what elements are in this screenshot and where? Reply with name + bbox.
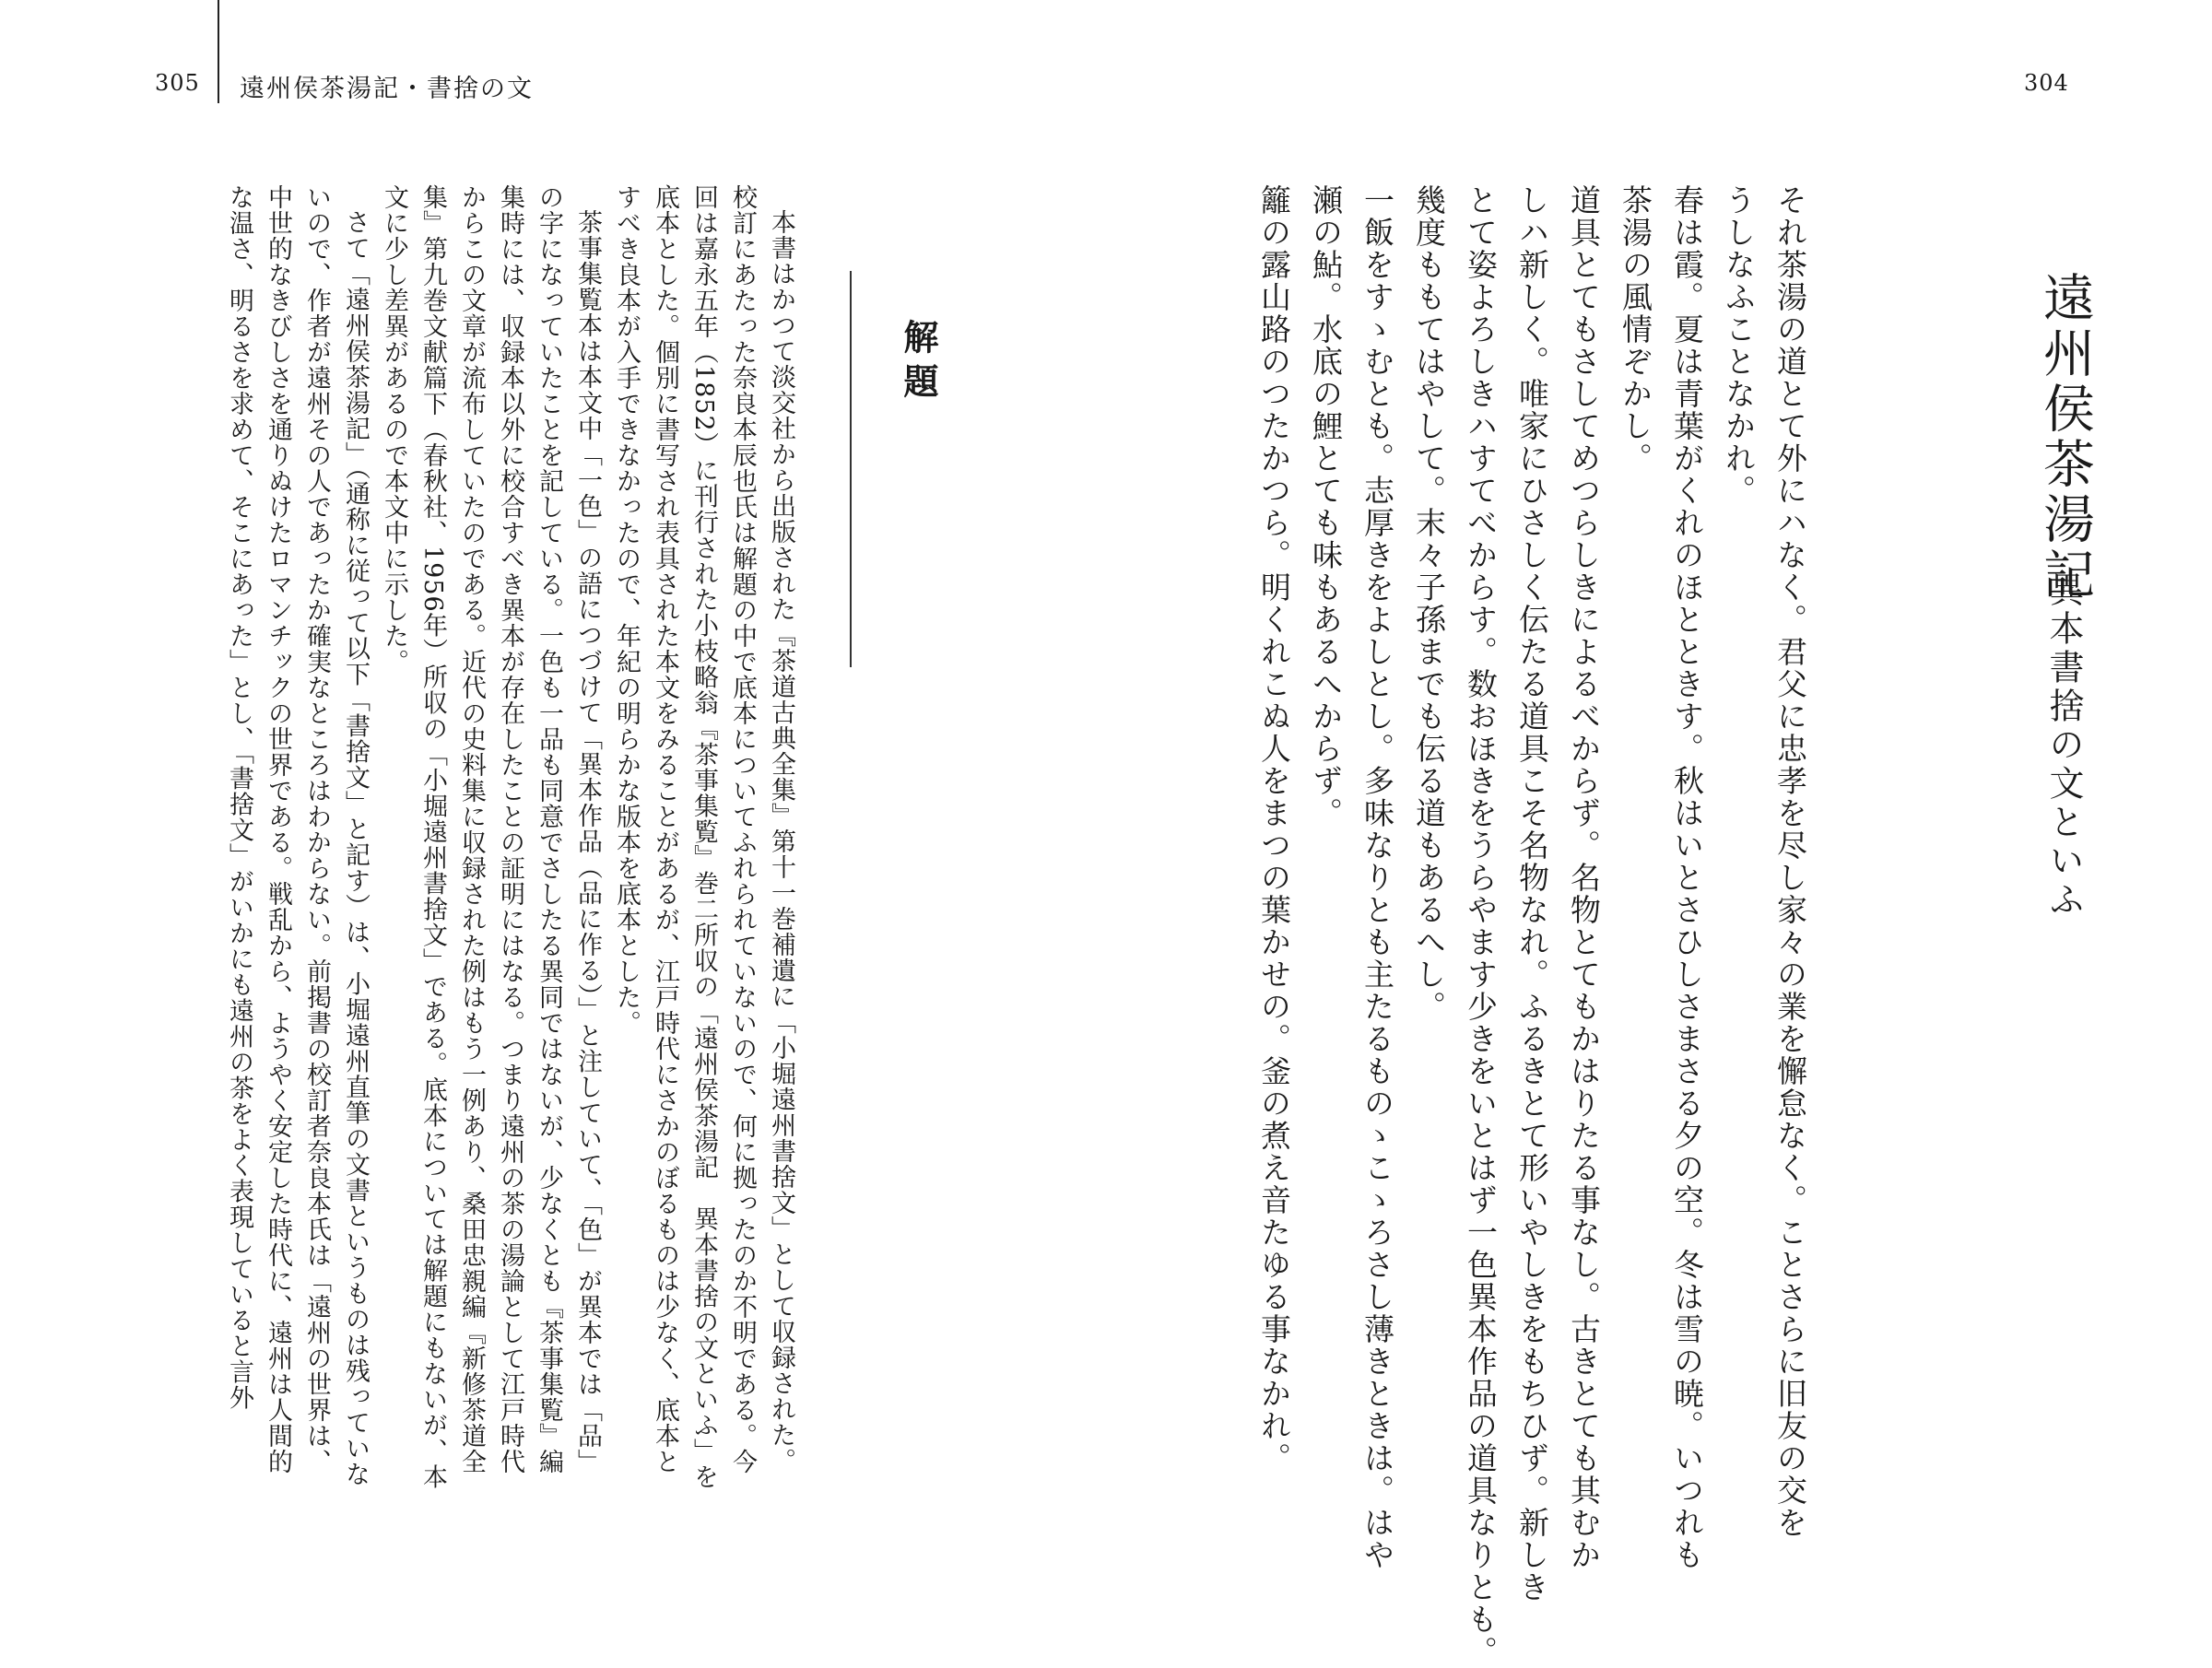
main-text-line: うしなふことなかれ。 — [1721, 184, 1757, 507]
commentary-text — [103, 184, 800, 1493]
left-page-number: 305 — [155, 70, 200, 96]
commentary-paragraph: 本書はかつて淡交社から出版された『茶道古典全集』第十一巻補遺に「小堀遠州書捨文」として収録された。校訂にあたった奈良本辰也氏は解題の中で底本についてふれられていないので、何に拠ったのか不明である。今回は嘉永五年（1852）に刊行された小枝略翁『茶事集覧』巻二所収の「遠州侯茶湯記 異本書捨の文といふ」を底本とした。個別に書写され表具された本文をみることがあるが、江戸時代にさかのぼるものは少なく、底本とすべき良本が入手できなかったので、年紀の明らかな版本を底本とした。 — [612, 184, 795, 1490]
left-running-title: 遠州侯茶湯記・書捨の文 — [240, 75, 534, 103]
right-page-number: 304 — [2024, 70, 2069, 96]
work-subtitle: 異本書捨の文といふ — [2043, 571, 2084, 920]
main-text-line: 道具とてもさしてめつらしきによるべからず。名物とてもかはりたる事なし。古きとても其むか — [1566, 184, 1602, 1571]
section-heading: 解題 — [898, 319, 939, 407]
main-text — [1256, 184, 1816, 1668]
header-rule — [218, 0, 219, 103]
main-text-line: それ茶湯の道とて外にハなく。君父に忠孝を尽し家々の業を懈怠なく。ことさらに旧友の交を — [1772, 184, 1808, 1539]
main-text-line: 幾度ももてはやして。末々子孫までも伝る道もあるへし。 — [1411, 184, 1447, 1023]
main-text-line: 春は霞。夏は青葉がくれのほとときす。秋はいとさひしさまさる夕の空。冬は雪の暁。いつれも — [1669, 184, 1705, 1571]
commentary-paragraph: 茶事集覧本は本文中「一色」の語につづけて「異本作品（品に作る）」と注していて、「色」が異本では「品」の字になっていたことを記している。一色も一品も同意でさしたる異同ではないが、少なくとも『茶事集覧』編集時には、収録本以外に校合すべき異本が存在したことの証明にはなる。つまり遠州の茶の湯論として江戸時代からこの文章が流布していたのである。近代の史料集に収録された例はもう一例あり、桑田忠親編『新修茶道全集』第九巻文献篇下（春秋社、1956年）所収の「小堀遠州書捨文」である。底本については解題にもないが、本文に少し差異があるので本文中に示した。 — [380, 184, 602, 1490]
main-text-line: 茶湯の風情ぞかし。 — [1618, 184, 1653, 475]
section-heading-rule — [850, 271, 852, 667]
work-title: 遠州侯茶湯記 — [2035, 271, 2095, 603]
main-text-line: しハ新しく。唯家にひさしく伝たる道具こそ名物なれ。ふるきとて形いやしきをもちひず。新しき — [1514, 184, 1550, 1603]
main-text-line: とて姿よろしきハすてべからす。数おほきをうらやます少きをいとはず一色異本作品の道具なりとも。 — [1463, 184, 1499, 1668]
commentary-paragraph: さて「遠州侯茶湯記」（通称に従って以下「書捨文」と記す）は、小堀遠州直筆の文書というものは残っていないので、作者が遠州その人であったか確実なところはわからない。前掲書の校訂者奈良本氏は「遠州の世界は、中世的なきびしさを通りぬけたロマンチックの世界である。戦乱から、ようやく安定した時代に、遠州は人間的な温さ、明るさを求めて、そこにあった」とし、「書捨文」がいかにも遠州の茶をよく表現していると言外 — [225, 184, 370, 1487]
main-text-line: 一飯をすゝむとも。志厚きをよしとし。多味なりとも主たるものゝこゝろさし薄きときは。はや — [1359, 184, 1395, 1571]
main-text-line: 籬の露山路のつたかつら。明くれこぬ人をまつの葉かせの。釜の煮え音たゆる事なかれ。 — [1256, 184, 1292, 1474]
main-text-line: 瀬の鮎。水底の鯉とても味もあるへからず。 — [1308, 184, 1344, 829]
